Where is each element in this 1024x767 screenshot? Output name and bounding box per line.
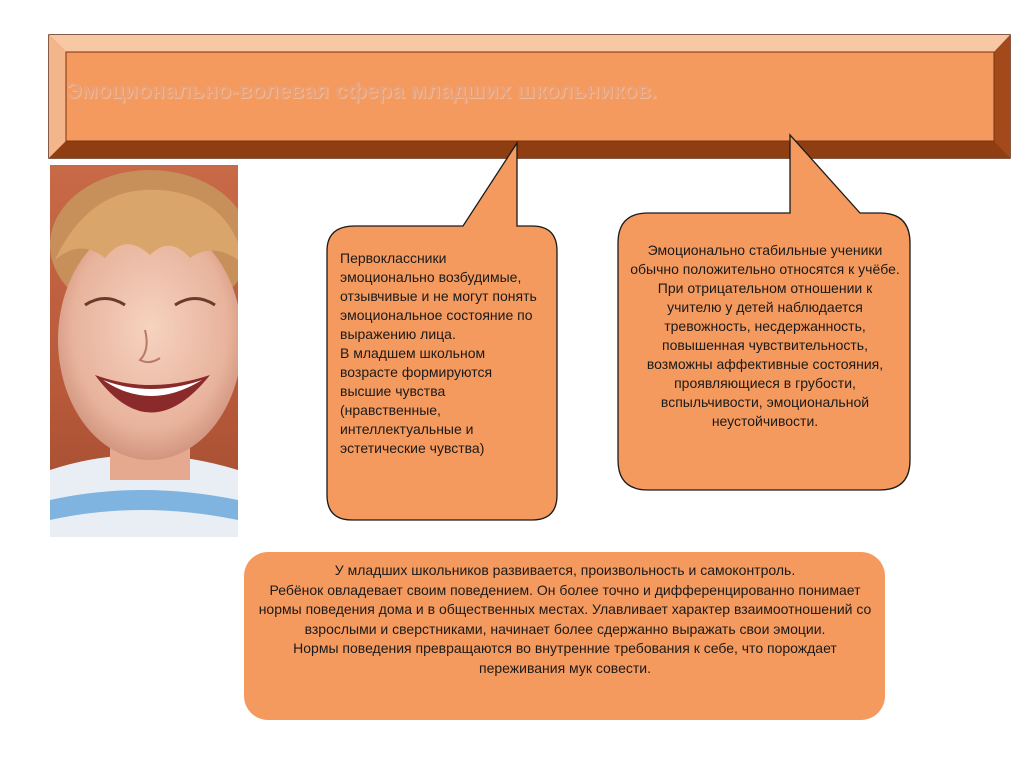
slide-title: Эмоционально-волевая сфера младших школьников. <box>66 78 658 103</box>
smiling-boy-photo <box>50 165 250 537</box>
bottom-paragraph-3: Нормы поведения превращаются во внутренние требования к себе, что порождает переживания мук совести. <box>293 640 837 676</box>
bottom-paragraph-2: Ребёнок овладевает своим поведением. Он более точно и дифференцированно понимает нормы поведения дома и в общественных местах. Улавливает характер взаимоотношений со взрослыми и сверстниками, начинает более сдержанно выражать свои эмоции. <box>258 581 872 637</box>
callout-left-text <box>340 249 540 458</box>
callout-right-text: Эмоционально стабильные ученики обычно положительно относятся к учёбе. При отрицательном отношении к учителю у детей наблюдается тревожность, несдержанность, повышенная чувствительность, возможны аффективные состояния, проявляющиеся в грубости, вспыльчивости, эмоциональной неустойчивости. <box>630 242 900 429</box>
bottom-box-text <box>250 561 880 678</box>
callout-left-paragraph-1: Первоклассники эмоционально возбудимые, отзывчивые и не могут понять эмоциональное состояние по выражению лица. <box>340 250 537 342</box>
callout-left-paragraph-2: В младшем школьном возрасте формируются высшие чувства (нравственные, интеллектуальные и эстетические чувства) <box>340 345 493 456</box>
bottom-paragraph-1: У младших школьников развивается, произвольность и самоконтроль. <box>334 562 796 578</box>
